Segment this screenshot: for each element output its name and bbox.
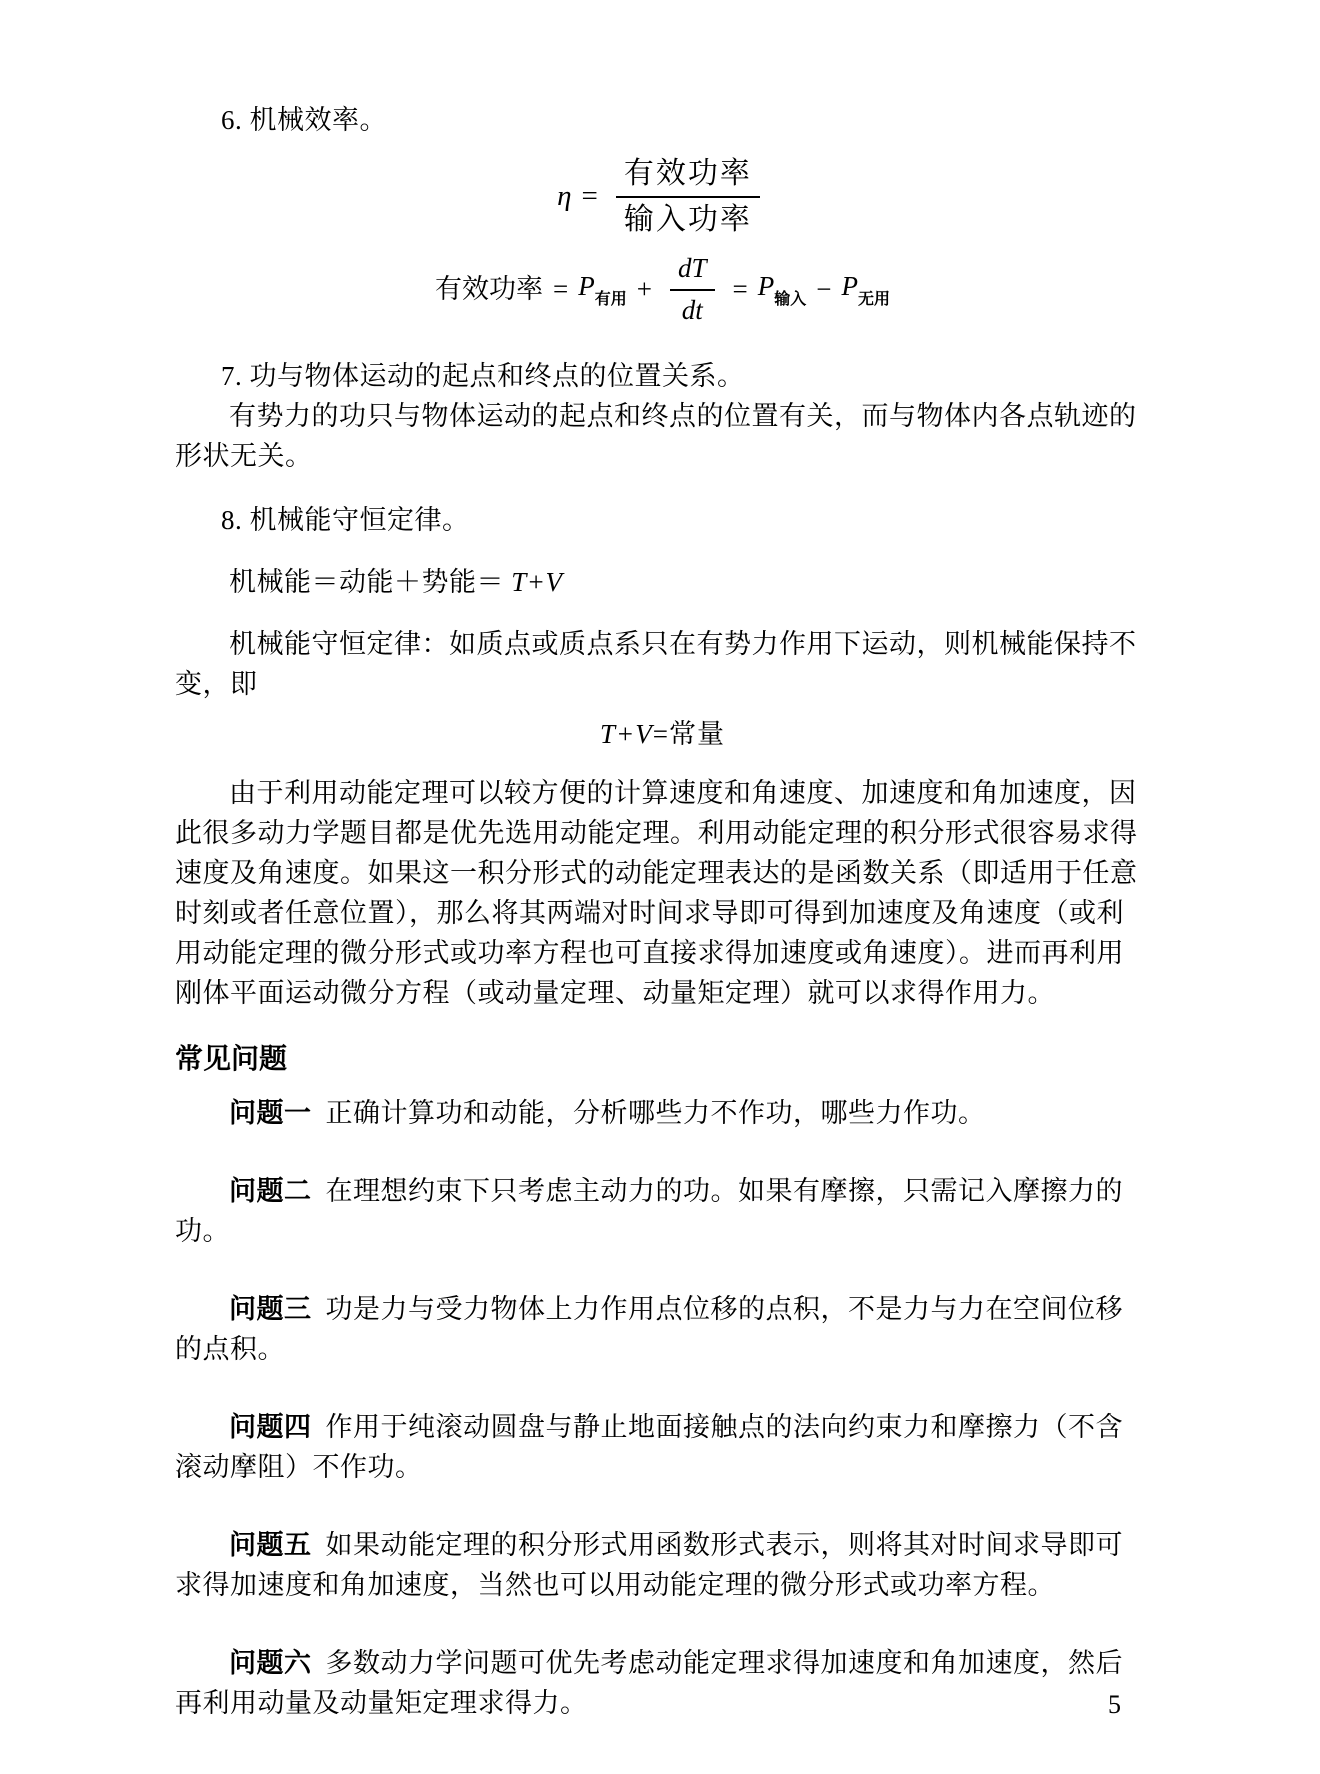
faq-line [175, 1171, 1150, 1211]
effective-power-formula [175, 252, 1150, 328]
faq-item-4 [175, 1407, 1150, 1487]
faq-text: 多数动力学问题可优先考虑动能定理求得加速度和角加速度，然后 [325, 1648, 1123, 1679]
faq-text: 作用于纯滚动圆盘与静止地面接触点的法向约束力和摩擦力（不含 [325, 1412, 1123, 1443]
faq-line [175, 1407, 1150, 1447]
fraction-numerator: dT [670, 252, 715, 291]
tv-math: T+V [600, 718, 653, 749]
efficiency-fraction [616, 155, 760, 238]
power-useful: $P_{有用}$ [578, 270, 627, 308]
section-8-heading: 8. 机械能守恒定律。 [221, 504, 470, 535]
faq-line: 滚动摩阻）不作功。 [175, 1452, 423, 1483]
paragraph-line: 由于利用动能定理可以较方便的计算速度和角速度、加速度和角加速度，因 [229, 778, 1137, 809]
faq-line [175, 1093, 1150, 1133]
faq-label: 问题三 [229, 1294, 312, 1325]
faq-heading: 常见问题 [175, 1043, 288, 1075]
faq-line [175, 1643, 1150, 1683]
faq-item-1 [175, 1093, 1150, 1133]
paragraph-line: 形状无关。 [175, 440, 313, 471]
dT-dt-fraction [670, 252, 715, 328]
faq-line [175, 1525, 1150, 1565]
paragraph-line: 变，即 [175, 668, 258, 699]
fraction-numerator: 有效功率 [616, 155, 760, 198]
conservation-formula [175, 718, 1150, 752]
faq-text: 正确计算功和动能，分析哪些力不作功，哪些力作功。 [325, 1098, 986, 1129]
faq-text: 在理想约束下只考虑主动力的功。如果有摩擦，只需记入摩擦力的 [325, 1176, 1123, 1207]
paragraph-line: 有势力的功只与物体运动的起点和终点的位置有关，而与物体内各点轨迹的 [229, 400, 1137, 431]
paragraph-line: 时刻或者任意位置），那么将其两端对时间求导即可得到加速度及角速度（或利 [175, 898, 1124, 929]
faq-item-2 [175, 1171, 1150, 1251]
faq-line: 的点积。 [175, 1334, 285, 1365]
faq-label: 问题一 [229, 1098, 312, 1129]
section-7-heading: 7. 功与物体运动的起点和终点的位置关系。 [221, 360, 745, 391]
faq-line: 功。 [175, 1216, 230, 1247]
page-number: 5 [1108, 1690, 1121, 1719]
conservation-law-paragraph [175, 624, 1150, 704]
paragraph-line: 此很多动力学题目都是优先选用动能定理。利用动能定理的积分形式很容易求得 [175, 818, 1138, 849]
section-6-heading: 6. 机械效率。 [221, 105, 387, 135]
faq-item-6 [175, 1643, 1150, 1723]
equals-sign: = [552, 273, 569, 304]
plus-sign: + [636, 273, 652, 304]
definition-text: 机械能＝动能＋势能＝ [229, 566, 512, 597]
faq-line: 求得加速度和角加速度，当然也可以用动能定理的微分形式或功率方程。 [175, 1570, 1055, 1601]
paragraph-line: 用动能定理的微分形式或功率方程也可直接求得加速度或角速度）。进而再利用 [175, 938, 1124, 969]
faq-line: 再利用动量及动量矩定理求得力。 [175, 1688, 588, 1719]
paragraph-line: 刚体平面运动微分方程（或动量定理、动量矩定理）就可以求得作用力。 [175, 978, 1055, 1009]
equals-sign: = [581, 180, 598, 213]
constant-text: =常量 [652, 718, 725, 749]
faq-item-5 [175, 1525, 1150, 1605]
fraction-denominator: dt [681, 294, 703, 325]
tv-math: T+V [511, 566, 563, 597]
paragraph-line: 速度及角速度。如果这一积分形式的动能定理表达的是函数关系（即适用于任意 [175, 858, 1138, 889]
efficiency-formula [175, 155, 1150, 238]
fraction-denominator: 输入功率 [623, 202, 752, 236]
power-useless: $P_{无用}$ [841, 270, 890, 308]
minus-sign: − [816, 273, 832, 304]
formula-lhs: 有效功率 [434, 273, 543, 304]
faq-label: 问题四 [229, 1412, 312, 1443]
power-input: $P_{输入}$ [757, 270, 807, 308]
section-7-paragraph [175, 396, 1150, 476]
faq-line [175, 1289, 1150, 1329]
faq-text: 如果动能定理的积分形式用函数形式表示，则将其对时间求导即可 [325, 1530, 1123, 1561]
faq-item-3 [175, 1289, 1150, 1369]
faq-label: 问题二 [229, 1176, 312, 1207]
faq-text: 功是力与受力物体上力作用点位移的点积，不是力与力在空间位移 [325, 1294, 1123, 1325]
faq-label: 问题五 [229, 1530, 312, 1561]
paragraph-line: 机械能守恒定律：如质点或质点系只在有势力作用下运动，则机械能保持不 [229, 628, 1137, 659]
equals-sign: = [732, 273, 748, 304]
kinetic-energy-discussion [175, 773, 1150, 1013]
mechanical-energy-definition [175, 562, 1150, 602]
faq-label: 问题六 [229, 1648, 312, 1679]
eta-symbol: η [557, 180, 572, 213]
